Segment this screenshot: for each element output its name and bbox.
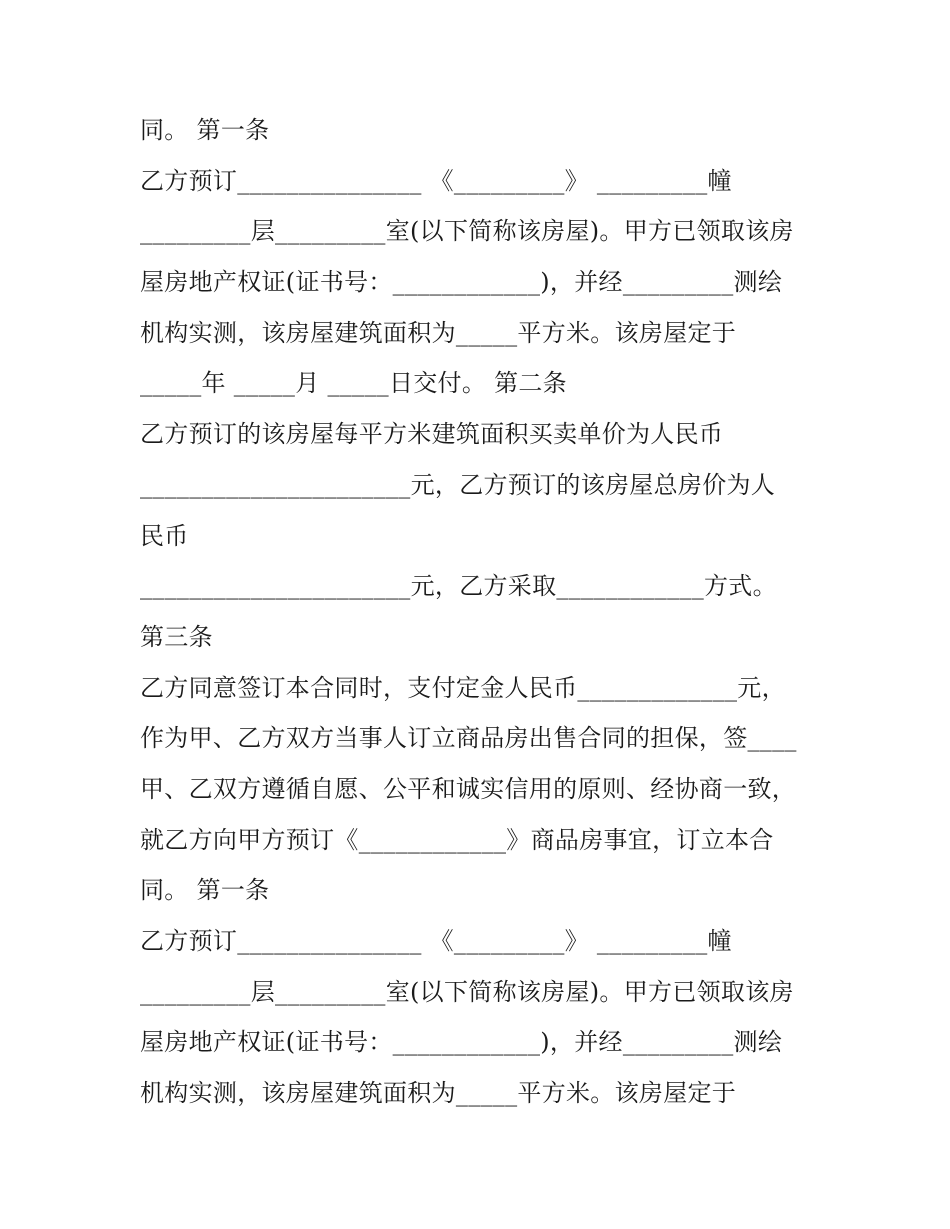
text-line-8: ______________________元，乙方预订的该房屋总房价为人: [140, 470, 776, 499]
text-line-5: 机构实测，该房屋建筑面积为_____平方米。该房屋定于: [140, 318, 737, 347]
text-line-4: 屋房地产权证(证书号：____________)，并经_________测绘: [140, 268, 783, 297]
document-body: [140, 109, 820, 1123]
text-line-2: 乙方预订_______________ 《_________》 _________幢: [140, 166, 732, 195]
text-line-17: 乙方预订_______________ 《_________》 _________幢: [140, 927, 732, 955]
text-line-3: _________层_________室(以下简称该房屋)。甲方已领取该房: [140, 217, 794, 246]
text-line-7: 乙方预订的该房屋每平方米建筑面积买卖单价为人民币: [140, 420, 724, 449]
text-line-16: 同。 第一条: [140, 876, 270, 905]
text-line-19: 屋房地产权证(证书号：____________)，并经_________测绘: [140, 1028, 783, 1057]
text-line-10: ______________________元，乙方采取____________方式。: [140, 572, 777, 601]
text-line-6: _____年 _____月 _____日交付。 第二条: [140, 369, 567, 398]
text-line-14: 甲、乙双方遵循自愿、公平和诚实信用的原则、经协商一致，: [140, 774, 797, 803]
text-line-18: _________层_________室(以下简称该房屋)。甲方已领取该房: [140, 977, 794, 1006]
text-line-13: 作为甲、乙方双方当事人订立商品房出售合同的担保，签____: [140, 724, 797, 753]
text-line-20: 机构实测，该房屋建筑面积为_____平方米。该房屋定于: [140, 1079, 737, 1108]
text-line-11: 第三条: [140, 622, 213, 651]
text-line-12: 乙方同意签订本合同时，支付定金人民币_____________元，: [140, 673, 786, 702]
text-line-1: 同。 第一条: [140, 116, 270, 144]
text-line-15: 就乙方向甲方预订《____________》商品房事宜，订立本合: [140, 825, 774, 854]
text-line-9: 民币: [140, 521, 189, 550]
